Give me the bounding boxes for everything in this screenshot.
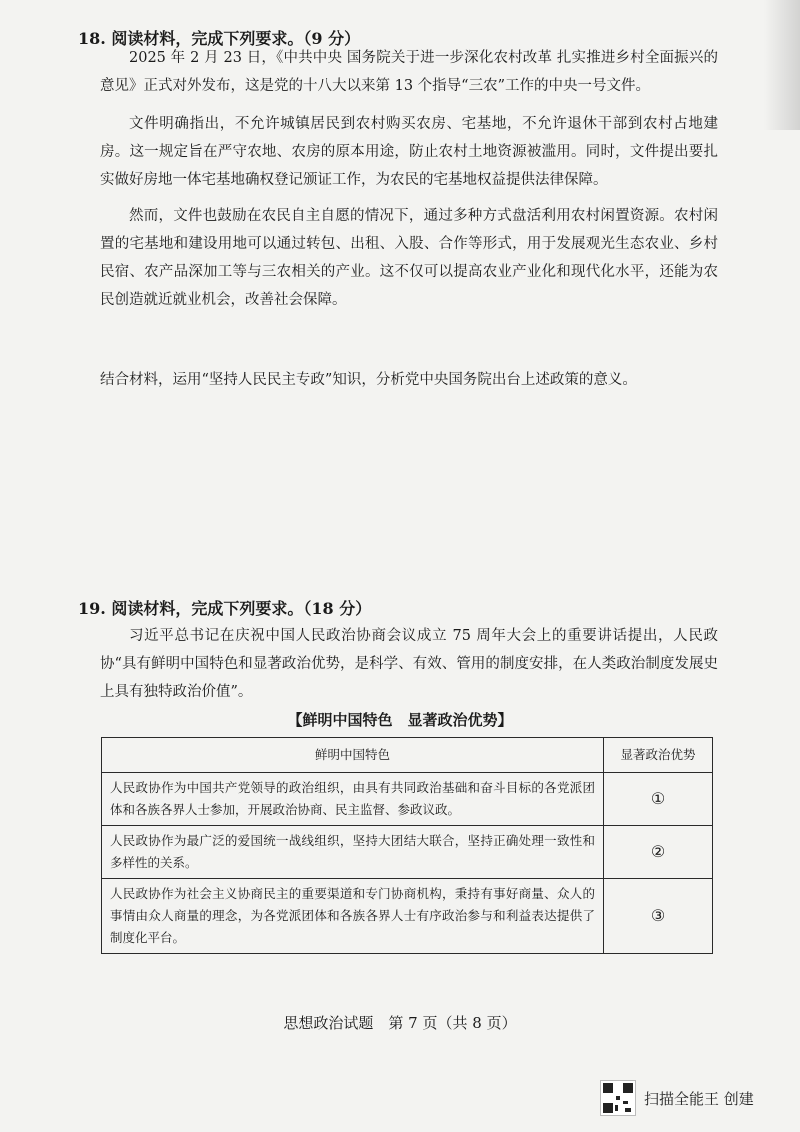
question-19-material [100, 622, 718, 706]
table-row [102, 826, 713, 879]
table-cell-feature: 人民政协作为最广泛的爱国统一战线组织，坚持大团结大联合，坚持正确处理一致性和多样性的关系。 [102, 826, 604, 879]
table-row [102, 773, 713, 826]
question-19-title: 19. 阅读材料，完成下列要求。（18 分） [78, 599, 372, 618]
q18-paragraph: 2025 年 2 月 23 日，《中共中央 国务院关于进一步深化农村改革 扎实推进乡村全面振兴的意见》正式对外发布，这是党的十八大以来第 13 个指导“三农”工作的中央一号文件。 [100, 50, 718, 94]
page-footer: 思想政治试题 第 7 页（共 8 页） [283, 1014, 517, 1032]
q18-paragraph: 然而，文件也鼓励在农民自主自愿的情况下，通过多种方式盘活利用农村闲置资源。农村闲置的宅基地和建设用地可以通过转包、出租、入股、合作等形式，用于发展观光生态农业、乡村民宿、农产品深加工等与三农相关的产业。这不仅可以提高农业产业化和现代化水平，还能为农民创造就近就业机会，改善社会保障。 [100, 208, 718, 308]
scanner-watermark [600, 1080, 754, 1116]
table-cell-feature: 人民政协作为社会主义协商民主的重要渠道和专门协商机构，秉持有事好商量、众人的事情由众人商量的理念，为各党派团体和各族各界人士有序政治参与和利益表达提供了制度化平台。 [102, 879, 604, 954]
q19-paragraph: 习近平总书记在庆祝中国人民政治协商会议成立 75 周年大会上的重要讲话提出，人民政协“具有鲜明中国特色和显著政治优势，是科学、有效、管用的制度安排，在人类政治制度发展史上具有独特政治价值”。 [100, 628, 718, 700]
question-18-title: 18. 阅读材料，完成下列要求。（9 分） [78, 29, 361, 48]
table-caption: 【鲜明中国特色 显著政治优势】 [287, 711, 513, 729]
question-18-prompt: 结合材料，运用“坚持人民民主专政”知识，分析党中央国务院出台上述政策的意义。 [100, 372, 637, 388]
table-header-feature: 鲜明中国特色 [102, 738, 604, 773]
table-cell-blank-mark: ② [604, 826, 713, 879]
table-row [102, 879, 713, 954]
question-18-material [100, 44, 718, 314]
table-cell-feature: 人民政协作为中国共产党领导的政治组织，由具有共同政治基础和奋斗目标的各党派团体和各族各界人士参加，开展政治协商、民主监督、参政议政。 [102, 773, 604, 826]
table-header-row [102, 738, 713, 773]
table-header-advantage: 显著政治优势 [604, 738, 713, 773]
page-edge-shadow [764, 0, 800, 130]
table-cell-blank-mark: ③ [604, 879, 713, 954]
qr-code-icon [600, 1080, 636, 1116]
features-advantages-table [101, 737, 713, 954]
table-cell-blank-mark: ① [604, 773, 713, 826]
watermark-text: 扫描全能王 创建 [644, 1089, 754, 1108]
q18-paragraph: 文件明确指出，不允许城镇居民到农村购买农房、宅基地，不允许退休干部到农村占地建房。这一规定旨在严守农地、农房的原本用途，防止农村土地资源被滥用。同时，文件提出要扎实做好房地一体宅基地确权登记颁证工作，为农民的宅基地权益提供法律保障。 [100, 116, 718, 188]
